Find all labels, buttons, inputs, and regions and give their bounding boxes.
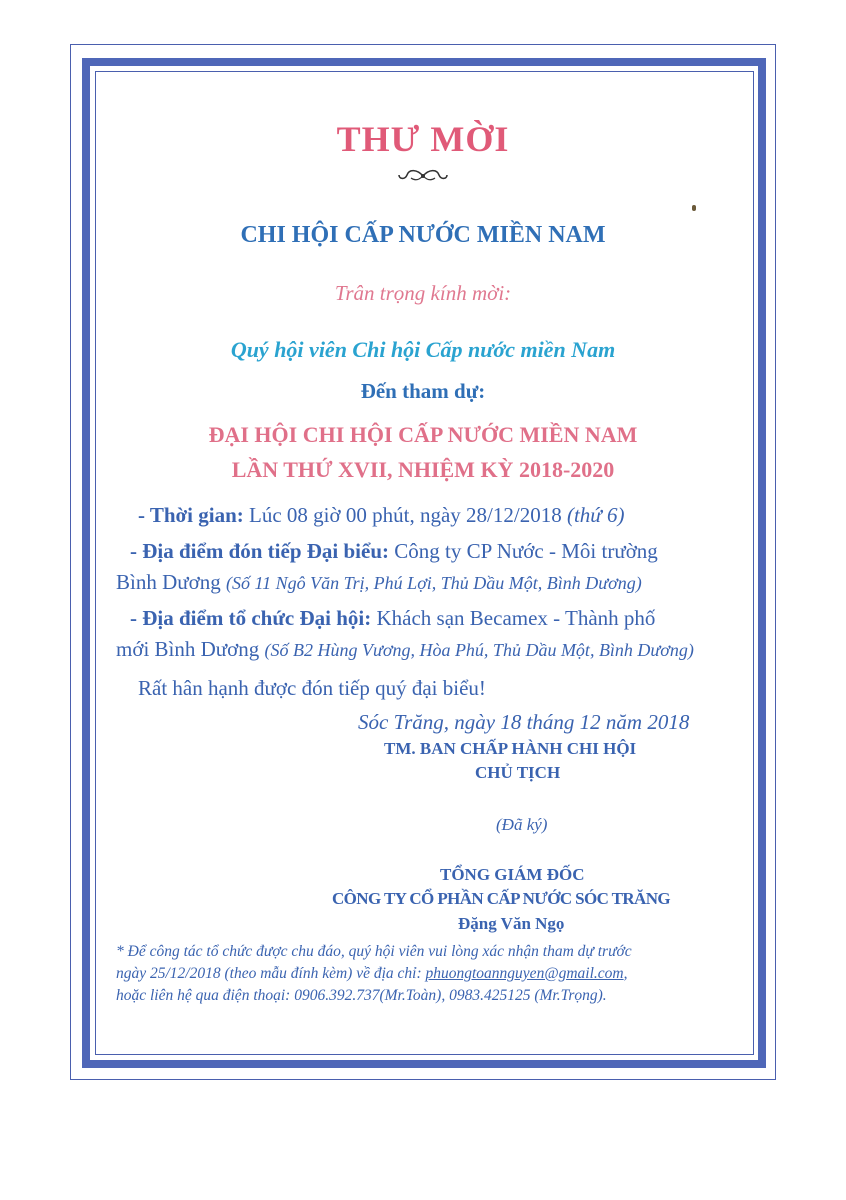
time-value: Lúc 08 giờ 00 phút, ngày 28/12/2018 bbox=[243, 503, 567, 527]
note-line-1: * Để công tác tổ chức được chu đáo, quý hội viên vui lòng xác nhận tham dự trước bbox=[116, 943, 632, 960]
letter-title: THƯ MỜI bbox=[336, 119, 510, 159]
welcome-venue-line bbox=[130, 539, 658, 564]
venue-label: - Địa điểm tổ chức Đại hội: bbox=[130, 606, 372, 630]
signatory-name: Đặng Văn Ngọ bbox=[458, 914, 565, 933]
welcome-value: Công ty CP Nước - Môi trường bbox=[389, 539, 658, 563]
time-note: (thứ 6) bbox=[566, 503, 625, 527]
note-line-2 bbox=[116, 965, 627, 983]
welcome-label: - Địa điểm đón tiếp Đại biểu: bbox=[130, 539, 390, 563]
venue-value: Khách sạn Becamex - Thành phố bbox=[371, 606, 656, 630]
event-title-line1: ĐẠI HỘI CHI HỘI CẤP NƯỚC MIỀN NAM bbox=[208, 422, 638, 447]
venue-address: (Số B2 Hùng Vương, Hòa Phú, Thủ Dầu Một, Bình Dương) bbox=[264, 640, 694, 660]
attend-label: Đến tham dự: bbox=[360, 379, 486, 403]
letter-date: Sóc Trăng, ngày 18 tháng 12 năm 2018 bbox=[358, 710, 690, 734]
note-line-3: hoặc liên hệ qua điện thoại: 0906.392.737(Mr.Toàn), 0983.425125 (Mr.Trọng). bbox=[116, 987, 607, 1004]
congress-venue-line bbox=[130, 606, 655, 631]
signature-title-1: TM. BAN CHẤP HÀNH CHI HỘI bbox=[384, 739, 637, 758]
note-line-2-end: , bbox=[623, 965, 628, 982]
contact-email-link[interactable]: phuongtoannguyen@gmail.com bbox=[425, 965, 624, 982]
note-line-2-text: ngày 25/12/2018 (theo mẫu đính kèm) về địa chỉ: bbox=[116, 965, 426, 982]
signature-title-3: TỔNG GIÁM ĐỐC bbox=[440, 865, 585, 884]
event-title-line2: LẦN THỨ XVII, NHIỆM KỲ 2018-2020 bbox=[231, 457, 615, 482]
signature-company: CÔNG TY CỔ PHẦN CẤP NƯỚC SÓC TRĂNG bbox=[332, 889, 671, 908]
venue-value2: mới Bình Dương bbox=[116, 637, 265, 661]
invitation-phrase: Trân trọng kính mời: bbox=[334, 281, 512, 305]
welcome-address: (Số 11 Ngô Văn Trị, Phú Lợi, Thủ Dầu Một, Bình Dương) bbox=[226, 573, 642, 593]
invited-guests: Quý hội viên Chi hội Cấp nước miền Nam bbox=[230, 337, 616, 362]
closing-line: Rất hân hạnh được đón tiếp quý đại biểu! bbox=[138, 676, 486, 700]
time-line bbox=[138, 503, 624, 528]
welcome-venue-line2 bbox=[116, 570, 642, 595]
flourish-ornament-icon bbox=[397, 166, 449, 184]
congress-venue-line2 bbox=[116, 637, 694, 662]
organization-heading: CHI HỘI CẤP NƯỚC MIỀN NAM bbox=[240, 222, 606, 248]
signature-title-2: CHỦ TỊCH bbox=[475, 763, 561, 782]
welcome-value2: Bình Dương bbox=[116, 570, 226, 594]
signed-mark: (Đã ký) bbox=[496, 815, 548, 834]
time-label: - Thời gian: bbox=[138, 503, 244, 527]
